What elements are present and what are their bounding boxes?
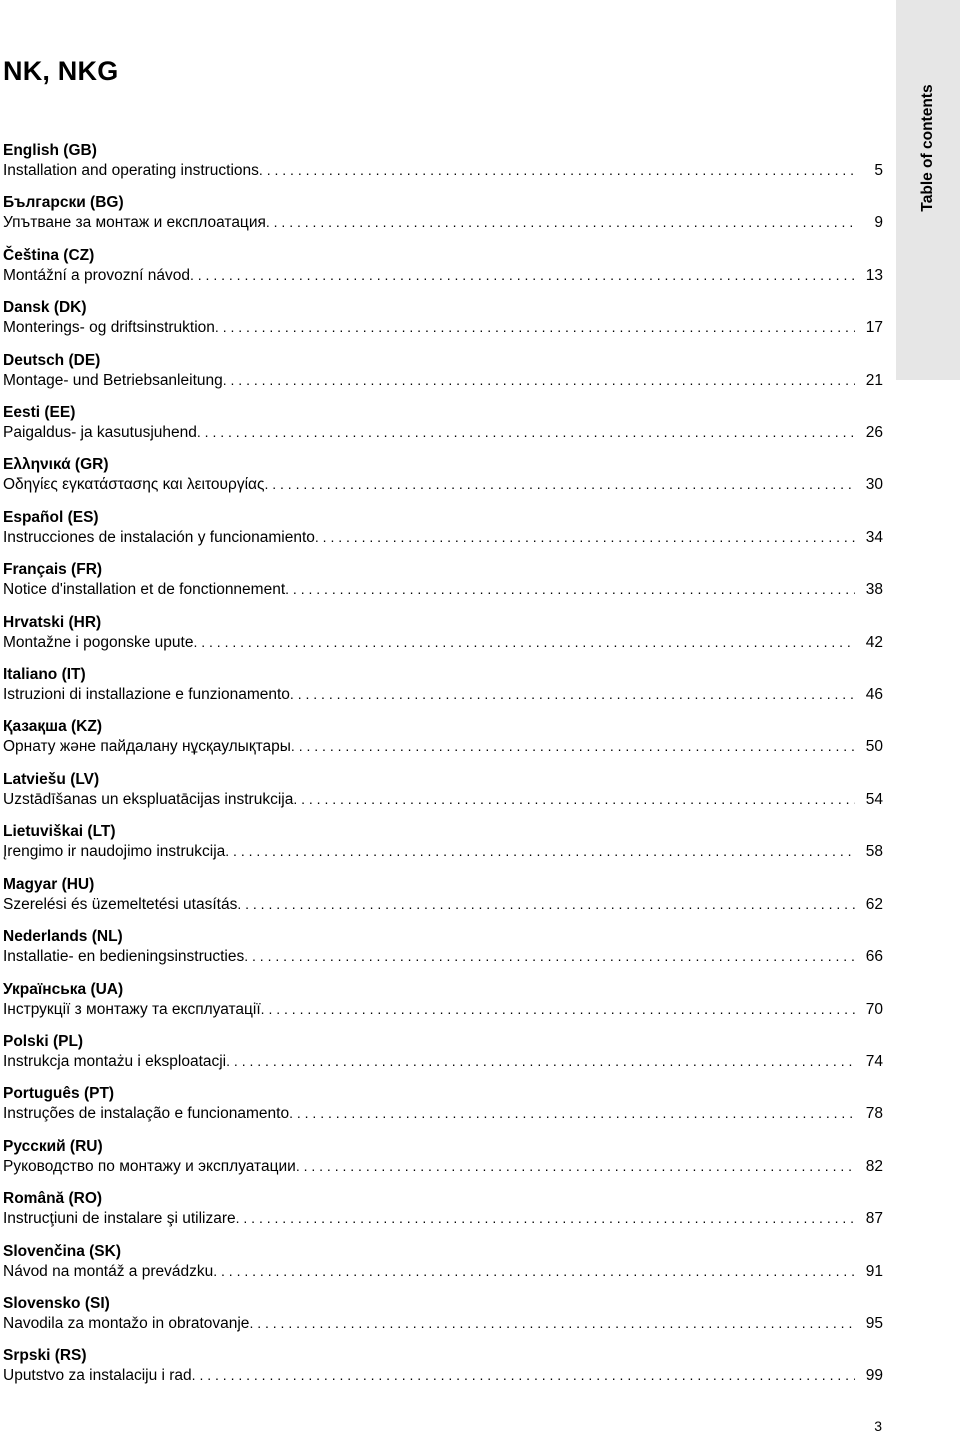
toc-line[interactable] — [3, 1103, 883, 1124]
toc-page-number[interactable]: 95 — [865, 1314, 883, 1332]
toc-page-number[interactable]: 66 — [865, 948, 883, 966]
toc-dot-leader — [236, 1208, 855, 1228]
toc-entry[interactable] — [3, 613, 883, 665]
side-tab — [896, 0, 960, 380]
toc-language-heading: Қазақша (KZ) — [3, 718, 102, 736]
toc-dot-leader — [264, 474, 855, 494]
toc-language-heading: Română (RO) — [3, 1190, 103, 1208]
toc-language-heading: Lietuviškai (LT) — [3, 823, 116, 841]
toc-page-number[interactable]: 42 — [865, 633, 883, 651]
toc-entry[interactable] — [3, 1294, 883, 1346]
toc-title[interactable]: Montažne i pogonske upute — [3, 633, 194, 651]
toc-entry[interactable] — [3, 927, 883, 979]
toc-dot-leader — [223, 370, 855, 390]
toc-line[interactable] — [3, 1313, 883, 1334]
toc-entry[interactable] — [3, 1189, 883, 1241]
toc-line[interactable] — [3, 317, 883, 338]
toc-page-number[interactable]: 54 — [865, 790, 883, 808]
toc-page-number[interactable]: 99 — [865, 1367, 883, 1385]
toc-entry[interactable] — [3, 717, 883, 769]
toc-title[interactable]: Упътване за монтаж и експлоатация — [3, 214, 266, 232]
toc-page-number[interactable]: 74 — [865, 1052, 883, 1070]
toc-page-number[interactable]: 82 — [865, 1157, 883, 1175]
toc-title[interactable]: Istruzioni di installazione e funzionamento — [3, 686, 290, 704]
toc-entry[interactable] — [3, 875, 883, 927]
toc-page-number[interactable]: 38 — [865, 581, 883, 599]
toc-line[interactable] — [3, 894, 883, 915]
toc-language-heading: Português (PT) — [3, 1085, 115, 1103]
toc-title[interactable]: Instruções de instalação e funcionamento — [3, 1105, 290, 1123]
toc-dot-leader — [290, 684, 855, 704]
toc-entry[interactable] — [3, 403, 883, 455]
toc-title[interactable]: Installation and operating instructions — [3, 162, 259, 179]
toc-line[interactable] — [3, 527, 883, 548]
toc-language-heading: English (GB) — [3, 142, 97, 159]
toc-line[interactable] — [3, 474, 883, 495]
toc-title[interactable]: Návod na montáž a prevádzku — [3, 1262, 214, 1280]
toc-dot-leader — [215, 317, 855, 337]
side-tab-label: Table of contents — [919, 84, 936, 212]
toc-line[interactable] — [3, 265, 883, 286]
toc-language-heading: Deutsch (DE) — [3, 351, 101, 369]
document-title: NK, NKG — [3, 56, 119, 86]
toc-language-heading: Français (FR) — [3, 561, 103, 579]
toc-entry[interactable] — [3, 822, 883, 874]
toc-line[interactable] — [3, 736, 883, 757]
toc-language-heading: Nederlands (NL) — [3, 928, 123, 946]
toc-page-number[interactable]: 87 — [865, 1210, 883, 1228]
toc-dot-leader — [197, 422, 855, 442]
toc-entry[interactable] — [3, 1137, 883, 1189]
toc-page-number[interactable]: 50 — [865, 738, 883, 756]
toc-page-number[interactable]: 17 — [865, 319, 883, 337]
toc-dot-leader — [291, 736, 855, 756]
toc-language-heading: Latviešu (LV) — [3, 770, 100, 788]
toc-language-heading: Magyar (HU) — [3, 875, 95, 893]
toc-language-heading: Hrvatski (HR) — [3, 613, 102, 631]
toc-line[interactable] — [3, 999, 883, 1020]
toc-dot-leader — [259, 160, 855, 180]
toc-page-number[interactable]: 58 — [865, 843, 883, 861]
toc-line[interactable] — [3, 841, 883, 862]
toc-dot-leader — [249, 1313, 855, 1333]
toc-language-heading: Español (ES) — [3, 508, 99, 526]
toc-page-number[interactable]: 5 — [874, 162, 883, 179]
toc-entry[interactable] — [3, 1346, 883, 1398]
toc-line[interactable] — [3, 632, 883, 653]
toc-language-heading: Polski (PL) — [3, 1032, 84, 1050]
toc-title[interactable]: Instrucţiuni de instalare şi utilizare — [3, 1210, 236, 1228]
toc-language-heading: Čeština (CZ) — [3, 246, 95, 264]
toc-entry[interactable] — [3, 770, 883, 822]
toc-title[interactable]: Notice d'installation et de fonctionnement — [3, 581, 286, 599]
toc-title[interactable]: Uzstādīšanas un ekspluatācijas instrukcija — [3, 790, 294, 808]
toc-title[interactable]: Інструкції з монтажу та експлуатації — [3, 1000, 261, 1018]
toc-page-number[interactable]: 70 — [865, 1000, 883, 1018]
toc-language-heading: Українська (UA) — [3, 980, 124, 998]
toc-dot-leader — [293, 789, 855, 809]
toc-entry[interactable] — [3, 665, 883, 717]
page-number: 3 — [874, 1418, 882, 1434]
toc-entry[interactable] — [3, 246, 883, 298]
toc-title[interactable]: Įrengimo ir naudojimo instrukcija — [3, 843, 226, 861]
toc-line[interactable] — [3, 212, 883, 233]
toc-page-number[interactable]: 46 — [865, 686, 883, 704]
toc-page-number[interactable]: 21 — [865, 371, 883, 389]
toc-entry[interactable] — [3, 455, 883, 507]
toc-dot-leader — [192, 1365, 855, 1385]
toc-entry[interactable] — [3, 351, 883, 403]
toc-entry[interactable] — [3, 1242, 883, 1294]
toc-title[interactable]: Monterings- og driftsinstruktion — [3, 319, 215, 337]
toc-title[interactable]: Οδηγίες εγκατάστασης και λειτουργίας — [3, 476, 265, 494]
toc-title[interactable]: Instrucciones de instalación y funcionamiento — [3, 528, 315, 546]
toc-dot-leader — [315, 527, 855, 547]
toc-page-number[interactable]: 34 — [865, 528, 883, 546]
toc-title[interactable]: Paigaldus- ja kasutusjuhend — [3, 424, 197, 442]
toc-line[interactable] — [3, 1261, 883, 1282]
toc-entry[interactable] — [3, 193, 883, 245]
toc-entry[interactable] — [3, 141, 883, 193]
toc-entry[interactable] — [3, 1032, 883, 1084]
toc-line[interactable] — [3, 1051, 883, 1072]
toc-line[interactable] — [3, 1208, 883, 1229]
toc-dot-leader — [225, 841, 855, 861]
toc-line[interactable] — [3, 1156, 883, 1177]
toc-language-heading: Slovenčina (SK) — [3, 1242, 121, 1260]
toc-line[interactable] — [3, 579, 883, 600]
toc-title[interactable]: Montage- und Betriebsanleitung — [3, 371, 223, 389]
toc-dot-leader — [266, 212, 855, 232]
toc-title[interactable]: Szerelési és üzemeltetési utasítás — [3, 895, 238, 913]
toc-page-number[interactable]: 30 — [865, 476, 883, 494]
toc-dot-leader — [244, 946, 855, 966]
toc-dot-leader — [296, 1156, 855, 1176]
toc-language-heading: Eesti (EE) — [3, 404, 76, 422]
toc-line[interactable] — [3, 684, 883, 705]
toc-line[interactable] — [3, 1365, 883, 1386]
toc-dot-leader — [285, 579, 855, 599]
toc-line[interactable] — [3, 160, 883, 181]
toc-page-number[interactable]: 91 — [865, 1262, 883, 1280]
toc-title[interactable]: Installatie- en bedieningsinstructies — [3, 948, 245, 966]
toc-page-number[interactable]: 62 — [865, 895, 883, 913]
toc-entry[interactable] — [3, 508, 883, 560]
toc-title[interactable]: Орнату және пайдалану нұсқаулықтары — [3, 738, 291, 756]
toc-language-heading: Italiano (IT) — [3, 666, 86, 684]
toc-page-number[interactable]: 9 — [874, 214, 883, 232]
toc-language-heading: Български (BG) — [3, 194, 124, 212]
toc-title[interactable]: Руководство по монтажу и эксплуатации — [3, 1157, 296, 1175]
toc-title[interactable]: Montážní a provozní návod — [3, 266, 190, 284]
toc-line[interactable] — [3, 370, 883, 391]
table-of-contents — [3, 141, 883, 1399]
toc-title[interactable]: Navodila za montažo in obratovanje — [3, 1314, 250, 1332]
toc-language-heading: Slovensko (SI) — [3, 1294, 110, 1312]
toc-dot-leader — [237, 894, 855, 914]
toc-dot-leader — [226, 1051, 855, 1071]
toc-title[interactable]: Instrukcja montażu i eksploatacji — [3, 1052, 227, 1070]
toc-entry[interactable] — [3, 1084, 883, 1136]
toc-page-number[interactable]: 13 — [865, 266, 883, 284]
toc-entry[interactable] — [3, 980, 883, 1032]
toc-language-heading: Dansk (DK) — [3, 299, 87, 317]
toc-entry[interactable] — [3, 560, 883, 612]
toc-page-number[interactable]: 78 — [865, 1105, 883, 1123]
toc-language-heading: Русский (RU) — [3, 1137, 103, 1155]
toc-line[interactable] — [3, 946, 883, 967]
toc-dot-leader — [213, 1261, 855, 1281]
toc-language-heading: Srpski (RS) — [3, 1347, 87, 1365]
toc-title[interactable]: Uputstvo za instalaciju i rad — [3, 1367, 192, 1385]
toc-dot-leader — [261, 999, 855, 1019]
toc-dot-leader — [193, 632, 855, 652]
toc-page-number[interactable]: 26 — [865, 424, 883, 442]
toc-language-heading: Ελληνικά (GR) — [3, 456, 109, 474]
toc-dot-leader — [289, 1103, 855, 1123]
toc-entry[interactable] — [3, 298, 883, 350]
toc-line[interactable] — [3, 789, 883, 810]
toc-dot-leader — [190, 265, 855, 285]
toc-line[interactable] — [3, 422, 883, 443]
